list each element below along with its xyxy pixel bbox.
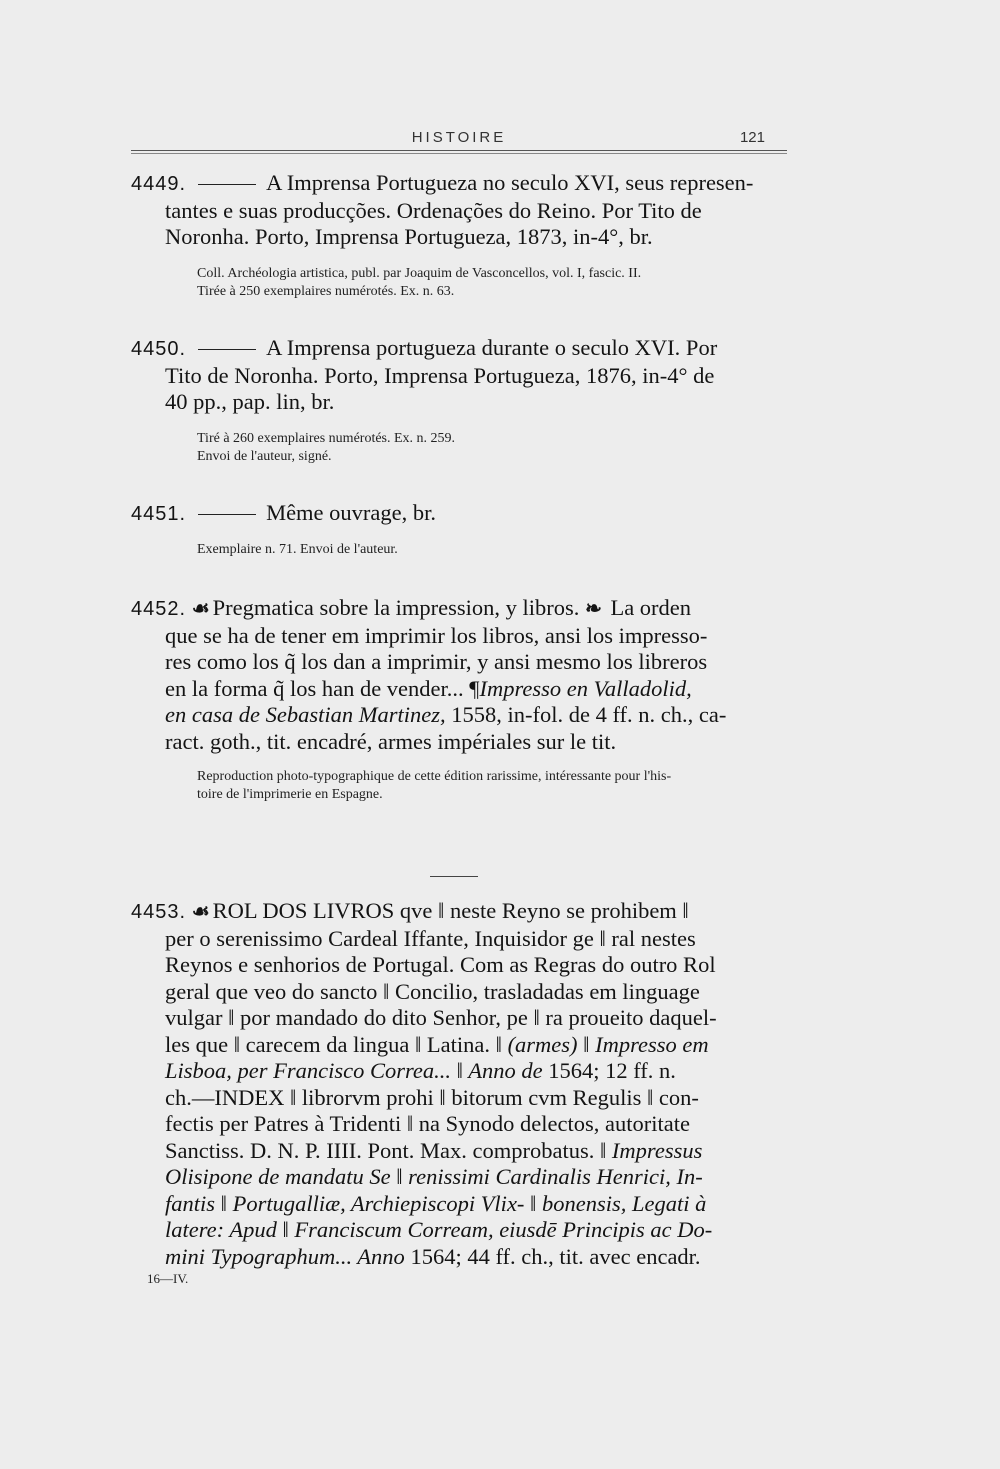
entry-4449 [131,170,787,251]
entry-line: A Imprensa Portugueza no seculo XVI, seus represen- [266,170,754,195]
entry-line: 1564; 12 ff. n. [542,1058,676,1083]
head-rule-secondary [131,153,787,154]
entry-4452 [131,595,787,755]
note-line: Envoi de l'auteur, signé. [197,449,332,464]
hand-fleuron-icon: ☙ [191,598,210,620]
imprint-italic: mini Typographum... Anno [165,1243,405,1269]
entry-number: 4449. [131,173,187,195]
entry-line: en la forma q̃ los han de vender... [165,675,470,701]
imprint-italic: Lisboa, per Francisco Correa... ‖ Anno de [165,1058,543,1083]
entry-4453 [131,898,787,1270]
imprint-italic: (armes) ‖ Impresso em [507,1031,709,1057]
entry-line: A Imprensa portugueza durante o seculo XVI. Por [266,335,718,360]
hand-fleuron-icon: ☙ [191,901,210,923]
entry-line: 1564; 44 ff. ch., tit. avec encadr. [404,1243,701,1269]
imprint-italic: Impresso en Valladolid, [479,675,692,701]
entry-note-4449 [197,265,797,301]
imprint-italic: latere: Apud ‖ Franciscum Corream, eiusdē Principis ac Do- [165,1217,713,1242]
entry-line: fectis per Patres à Tridenti ‖ na Synodo delectos, autoritate [165,1111,690,1136]
note-line: Tiré à 260 exemplaires numérotés. Ex. n. 259. [197,431,456,446]
entry-number: 4451. [131,503,187,525]
entry-number: 4453. [131,901,187,923]
imprint-italic: Olisipone de mandatu Se ‖ renissimi Cardinalis Henrici, In- [165,1164,703,1189]
note-line: Reproduction photo-typographique de cette édition rarissime, intéressante pour l'his- [197,769,672,784]
signature-mark: 16—IV. [147,1271,189,1286]
imprint-italic: Impressus [611,1137,703,1163]
entry-line: geral que veo do sancto ‖ Concilio, trasladadas em linguage [165,978,700,1004]
entry-line: Noronha. Porto, Imprensa Portugueza, 1873, in-4°, br. [165,224,653,249]
entry-line: Pregmatica sobre la impression, y libros. [212,595,580,620]
ditto-dash [198,184,256,185]
entry-line: La orden [610,595,692,620]
note-line: toire de l'imprimerie en Espagne. [197,787,383,802]
head-rule [131,150,787,151]
note-line: Tirée à 250 exemplaires numérotés. Ex. n. 63. [197,284,455,299]
entry-line: Tito de Noronha. Porto, Imprensa Portugueza, 1876, in-4° de [165,362,715,388]
hand-fleuron-icon: ❧ [585,598,602,620]
entry-note-4450 [197,430,797,466]
note-line: Exemplaire n. 71. Envoi de l'auteur. [197,542,398,557]
imprint-italic: fantis ‖ Portugalliæ, Archiepiscopi Vlix- ‖ bonensis, Legati à [165,1190,707,1216]
ditto-dash [198,349,256,350]
entry-line: ract. goth., tit. encadré, armes impériales sur le tit. [165,728,617,754]
entry-line: 40 pp., pap. lin, br. [165,389,335,414]
ditto-dash [198,514,256,515]
entry-line: ROL DOS LIVROS qve ‖ neste Reyno se prohibem ‖ [212,898,689,923]
entry-4451 [131,500,787,528]
entry-line: ch.—INDEX ‖ librorvm prohi ‖ bitorum cvm Regulis ‖ con- [165,1084,699,1110]
page-number: 121 [739,129,765,146]
note-line: Coll. Archéologia artistica, publ. par Joaquim de Vasconcellos, vol. I, fascic. II. [197,266,642,281]
entry-line: vulgar ‖ por mandado do dito Senhor, pe ‖ ra proueito daquel- [165,1005,717,1030]
entry-line: res como los q̃ los dan a imprimir, y ansi mesmo los libreros [165,649,708,674]
entry-line: Sanctiss. D. N. P. IIII. Pont. Max. comprobatus. ‖ [165,1137,612,1163]
entry-line: per o serenissimo Cardeal Iffante, Inquisidor ge ‖ ral nestes [165,925,696,951]
entry-number: 4452. [131,598,187,620]
entry-line: Même ouvrage, br. [266,500,437,525]
entry-note-4452 [197,768,797,804]
entry-line: que se ha de tener em imprimir los libros, ansi los impresso- [165,622,708,648]
entry-note-4451 [197,541,797,559]
entry-line: 1558, in-fol. de 4 ff. n. ch., ca- [445,702,727,727]
running-head-title: HISTOIRE [411,129,507,146]
entry-number: 4450. [131,338,187,360]
pilcrow-icon: ¶ [469,675,480,701]
entry-line: les que ‖ carecem da lingua ‖ Latina. ‖ [165,1031,508,1057]
imprint-italic: en casa de Sebastian Martinez, [165,702,446,727]
entry-line: tantes e suas producções. Ordenações do Reino. Por Tito de [165,197,702,223]
entry-4450 [131,335,787,416]
section-separator [430,876,478,877]
entry-line: Reynos e senhorios de Portugal. Com as Regras do outro Rol [165,952,716,977]
running-head [131,127,787,157]
